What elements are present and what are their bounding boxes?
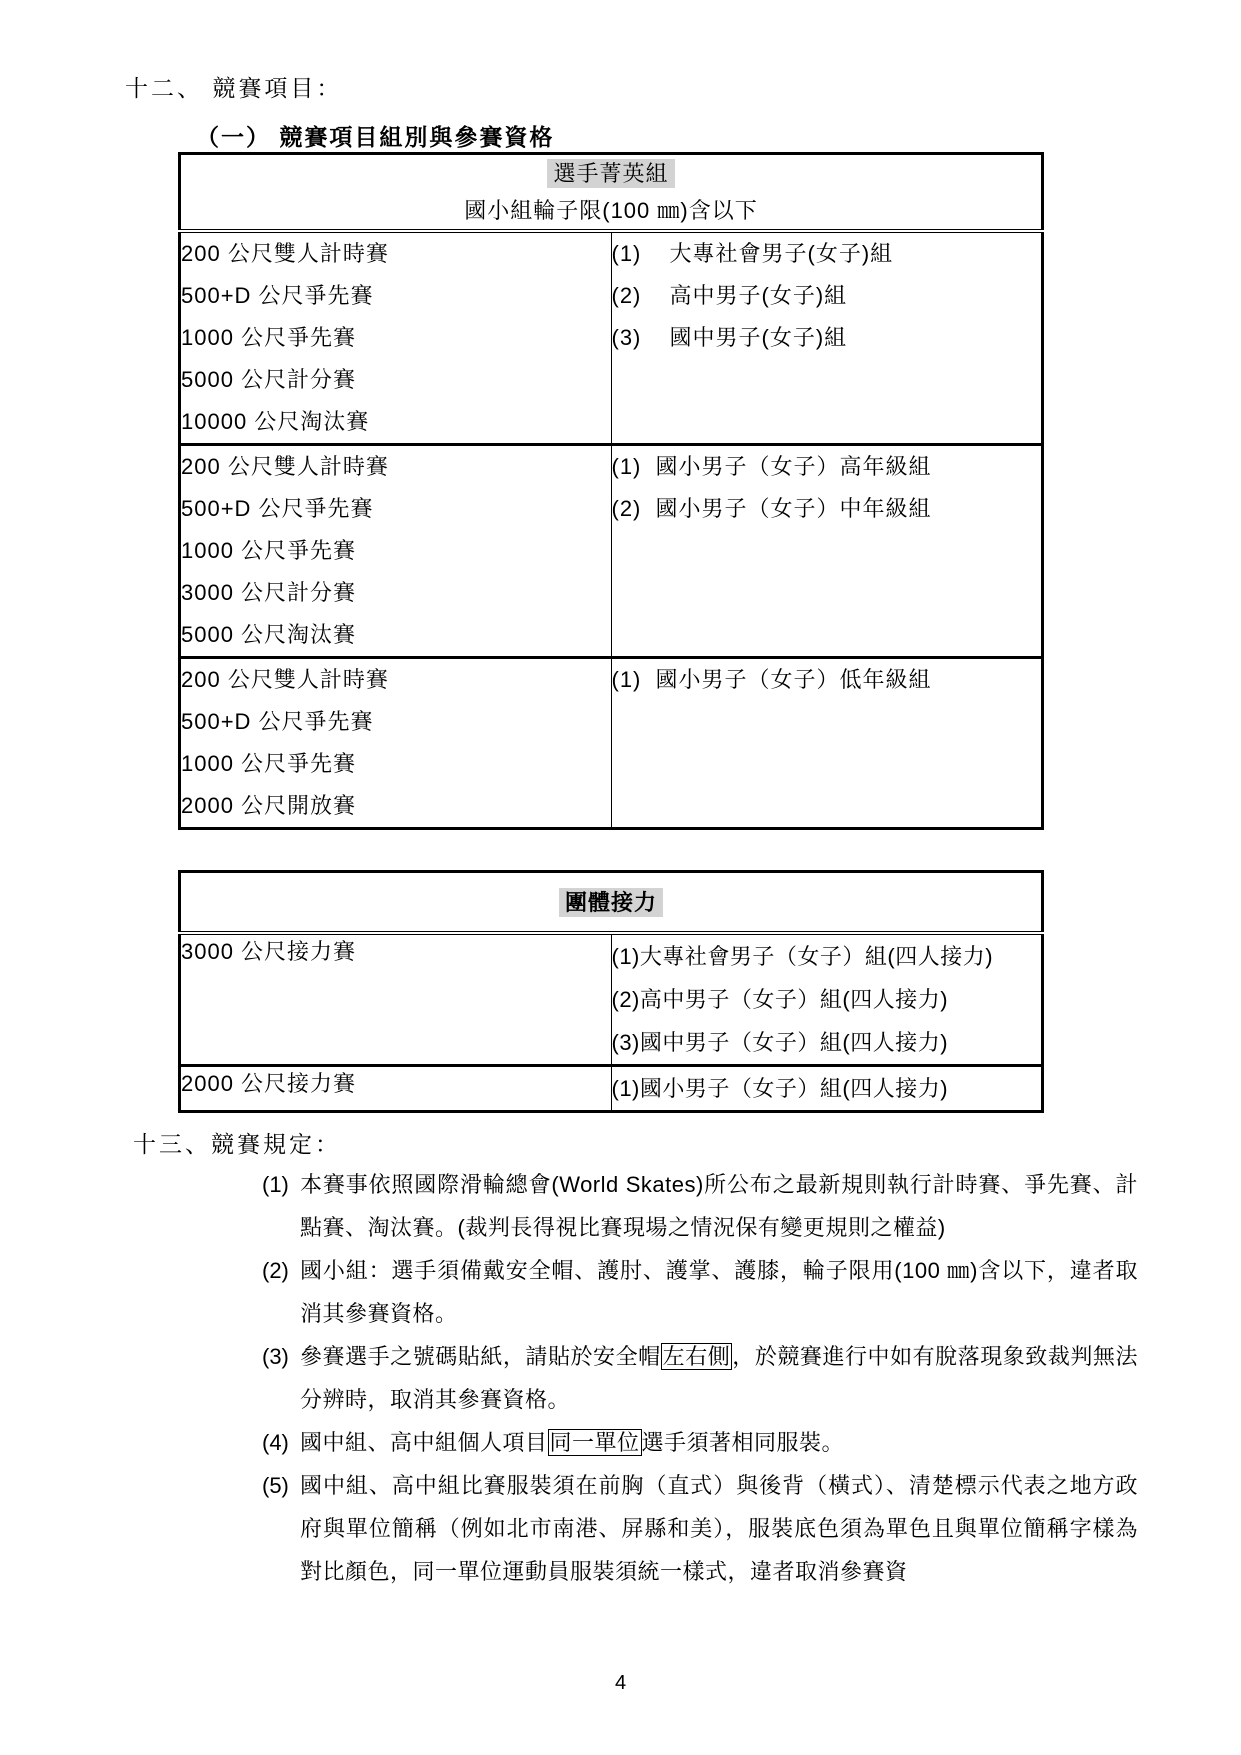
group-item	[612, 659, 1042, 701]
item-text-suffix: 選手須著相同服裝。	[641, 1430, 845, 1455]
group-item-number: (1)	[611, 667, 642, 692]
item-text: 本賽事依照國際滑輪總會(World Skates)所公布之最新規則執行計時賽、爭先賽、計點賽、淘汰賽。(裁判長得視比賽現場之情況保有變更規則之權益)	[300, 1172, 1138, 1240]
event-item: 1000 公尺爭先賽	[181, 538, 357, 563]
regulations-list	[262, 1163, 1138, 1593]
relay-event-cell: 2000 公尺接力賽	[180, 1066, 612, 1112]
regulation-item	[262, 1421, 1138, 1464]
event-item: 2000 公尺開放賽	[181, 793, 357, 818]
item-text: 國小組：選手須備戴安全帽、護肘、護掌、護膝，輪子限用(100 ㎜)含以下，違者取消其參賽資格。	[300, 1258, 1138, 1326]
elite-table-header-cell	[180, 154, 1043, 232]
item-text	[300, 1335, 1138, 1421]
table-row	[180, 658, 1043, 829]
group-item-number: (1)	[611, 454, 642, 479]
elite-group-title: 選手菁英組	[547, 159, 674, 188]
group-item-label: 國小男子（女子）中年級組	[655, 496, 932, 521]
events-cell	[180, 445, 612, 658]
group-item: (1)大專社會男子（女子）組(四人接力)	[611, 944, 994, 969]
event-item: 500+D 公尺爭先賽	[181, 709, 374, 734]
group-item	[612, 488, 1042, 530]
groups-cell	[611, 445, 1043, 658]
group-item-number: (1)	[611, 241, 642, 266]
events-cell	[180, 231, 612, 445]
event-item: 3000 公尺計分賽	[181, 580, 357, 605]
regulation-item	[262, 1163, 1138, 1249]
relay-header-cell	[180, 872, 1043, 934]
item-text	[300, 1421, 1138, 1464]
regulation-item	[262, 1464, 1138, 1593]
group-item-label: 國中男子(女子)組	[669, 325, 848, 350]
events-cell	[180, 658, 612, 829]
event-item: 200 公尺雙人計時賽	[181, 454, 389, 479]
event-item: 5000 公尺計分賽	[181, 367, 357, 392]
event-item: 200 公尺雙人計時賽	[181, 241, 389, 266]
group-item	[612, 233, 1042, 275]
wheel-limit-note: 國小組輪子限(100 ㎜)含以下	[464, 198, 758, 223]
item-text: 國中組、高中組比賽服裝須在前胸（直式）與後背（橫式）、清楚標示代表之地方政府與單位簡稱（例如北市南港、屏縣和美），服裝底色須為單色且與單位簡稱字樣為對比顏色，同一單位運動員服裝須統一樣式，違者取消參賽資	[300, 1473, 1138, 1584]
groups-cell	[611, 231, 1043, 445]
group-item-label: 國小男子（女子）低年級組	[655, 667, 932, 692]
item-number: (1)	[262, 1172, 289, 1197]
group-item: (1)國小男子（女子）組(四人接力)	[611, 1076, 949, 1101]
group-item-number: (3)	[611, 325, 642, 350]
elite-group-table	[178, 152, 1044, 830]
elite-table-header-row	[180, 154, 1043, 232]
relay-groups-cell	[611, 933, 1043, 1066]
group-item-label: 高中男子(女子)組	[669, 283, 848, 308]
group-item	[612, 275, 1042, 317]
group-item-number: (2)	[611, 496, 642, 521]
item-number: (4)	[262, 1430, 289, 1455]
item-number: (2)	[262, 1258, 289, 1283]
section-13-heading: 十三、競賽規定：	[133, 1131, 341, 1157]
boxed-phrase-same-unit: 同一單位	[549, 1430, 640, 1455]
item-number: (5)	[262, 1473, 289, 1498]
event-item: 5000 公尺淘汰賽	[181, 622, 357, 647]
relay-groups-cell	[611, 1066, 1043, 1112]
group-item	[612, 317, 1042, 359]
event-item: 10000 公尺淘汰賽	[181, 409, 370, 434]
event-item: 1000 公尺爭先賽	[181, 325, 357, 350]
regulation-item	[262, 1335, 1138, 1421]
table-row	[180, 231, 1043, 445]
relay-event-cell: 3000 公尺接力賽	[181, 939, 357, 964]
groups-cell	[611, 658, 1043, 829]
table-row	[180, 933, 1043, 1066]
relay-table	[178, 870, 1044, 1113]
section-12-1-subheading: （一） 競賽項目組別與參賽資格	[196, 124, 555, 150]
section-12-heading: 十二、 競賽項目：	[125, 75, 343, 101]
group-item: (3)國中男子（女子）組(四人接力)	[611, 1030, 949, 1055]
item-text-prefix: 參賽選手之號碼貼紙，請貼於安全帽	[300, 1344, 661, 1369]
page-number: 4	[614, 1672, 627, 1694]
elite-group-title-line	[181, 155, 1041, 192]
table-row	[180, 1066, 1043, 1112]
group-item-label: 大專社會男子(女子)組	[669, 241, 894, 266]
group-item-number: (2)	[611, 283, 642, 308]
relay-header-row	[180, 872, 1043, 934]
group-item-label: 國小男子（女子）高年級組	[655, 454, 932, 479]
group-item	[612, 446, 1042, 488]
item-number: (3)	[262, 1344, 289, 1369]
event-item: 1000 公尺爭先賽	[181, 751, 357, 776]
event-item: 200 公尺雙人計時賽	[181, 667, 389, 692]
item-text-suffix: ，於競賽進行中如有脫落現象致裁判無法分辨時，取消其參賽資格。	[300, 1344, 1138, 1412]
table-row	[180, 445, 1043, 658]
group-item: (2)高中男子（女子）組(四人接力)	[611, 987, 949, 1012]
event-item: 500+D 公尺爭先賽	[181, 283, 374, 308]
event-item: 500+D 公尺爭先賽	[181, 496, 374, 521]
regulation-item	[262, 1249, 1138, 1335]
item-text-prefix: 國中組、高中組個人項目	[300, 1430, 548, 1455]
boxed-phrase-left-right-side: 左右側	[662, 1344, 731, 1369]
relay-title: 團體接力	[559, 888, 663, 917]
